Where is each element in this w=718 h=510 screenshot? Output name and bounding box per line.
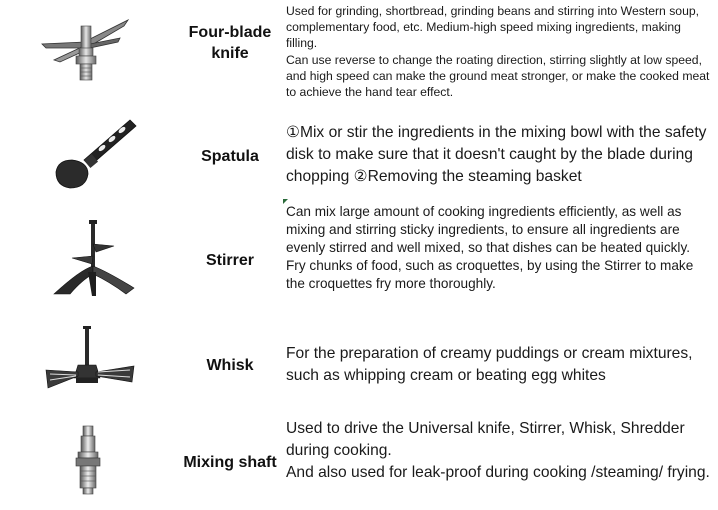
spatula-icon — [30, 112, 140, 192]
whisk-icon — [30, 322, 140, 398]
stirrer-icon — [30, 218, 140, 300]
item-description — [286, 418, 714, 484]
item-description — [286, 122, 714, 188]
item-description — [286, 3, 714, 100]
item-description — [286, 343, 714, 387]
item-name: Spatula — [201, 148, 259, 165]
description-line: Can use reverse to change the roating direction, stirring slightly at low speed, and high speed can make the ground meat stronger, or make the cooked meat to achieve the hand tear effect. — [286, 52, 710, 100]
item-name: Whisk — [206, 357, 254, 374]
item-description — [286, 203, 714, 293]
description-line: For the preparation of creamy puddings or cream mixtures, such as whipping cream or beating egg whites — [286, 345, 693, 384]
item-name: Mixing shaft — [183, 454, 277, 471]
description-line: And also used for leak-proof during cooking /steaming/ frying. — [286, 464, 710, 481]
description-line: Can mix large amount of cooking ingredients efficiently, as well as mixing and stirring sticky ingredients, to ensure all ingredients are evenly stirred and well mixed, so that dishes can be heated quickly. — [286, 204, 691, 255]
mixing-shaft-icon — [30, 422, 140, 500]
description-line: Used to drive the Universal knife, Stirrer, Whisk, Shredder during cooking. — [286, 420, 685, 459]
item-name: Four-blade knife — [188, 24, 272, 62]
description-line: ①Mix or stir the ingredients in the mixing bowl with the safety disk to make sure that it doesn't caught by the blade during chopping ②Removing the steaming basket — [286, 124, 707, 185]
description-line: Fry chunks of food, such as croquettes, by using the Stirrer to make the croquettes fry more thoroughly. — [286, 258, 694, 291]
item-name: Stirrer — [205, 252, 255, 269]
description-line: Used for grinding, shortbread, grinding beans and stirring into Western soup, complementary food, etc. Medium-high speed mixing ingredients, making filling. — [286, 4, 700, 51]
four-blade-knife-icon — [30, 12, 140, 87]
